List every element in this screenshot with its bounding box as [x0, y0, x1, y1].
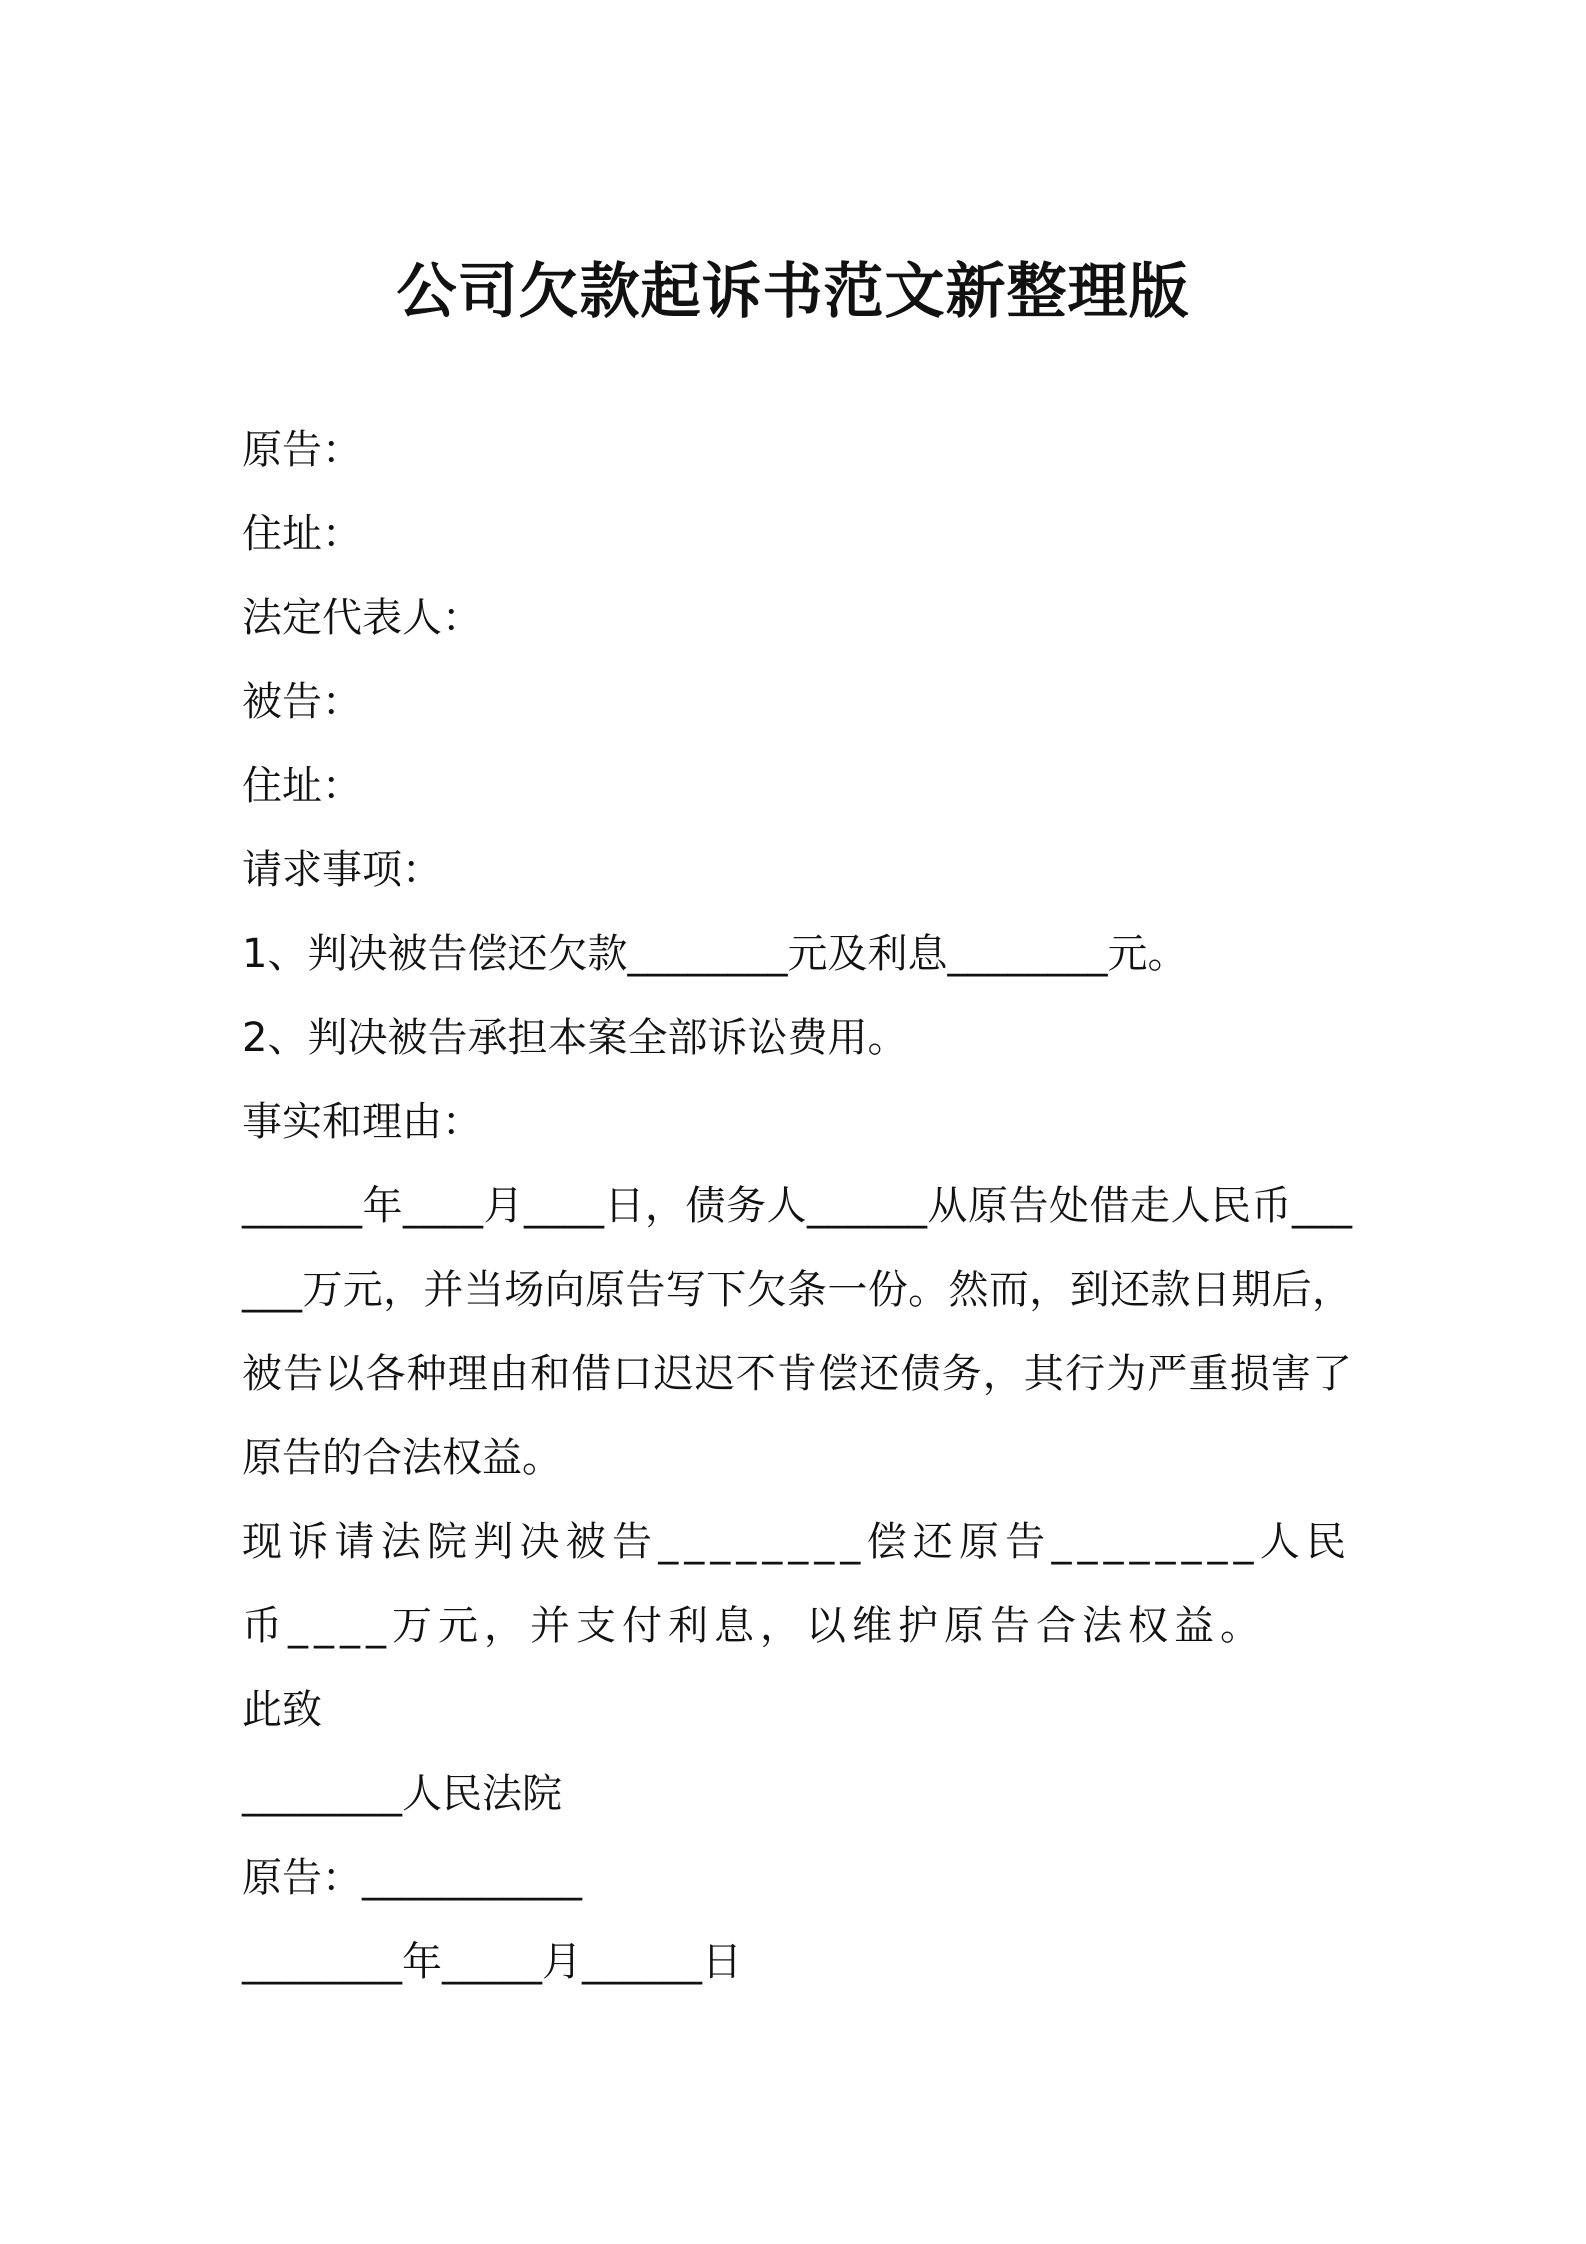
claim-item-1: 1、判决被告偿还欠款________元及利息________元。 [242, 931, 1188, 977]
document-body [242, 408, 1352, 2004]
legal-representative-label: 法定代表人： [242, 595, 482, 641]
plaintiff-address-label: 住址： [242, 511, 362, 557]
salutation: 此致 [242, 1687, 322, 1733]
facts-paragraph: ______年____月____日，债务人______从原告处借走人民币______万元，并当场向原告写下欠条一份。然而，到还款日期后，被告以各种理由和借口迟迟不肯偿还债务，其行为严重损害了原告的合法权益。 [242, 1183, 1352, 1481]
court-name: ________人民法院 [242, 1771, 562, 1817]
defendant-label: 被告： [242, 679, 362, 725]
date-line: ________年_____月______日 [242, 1939, 742, 1985]
plaintiff-label: 原告： [242, 427, 362, 473]
facts-heading: 事实和理由： [242, 1099, 482, 1145]
claims-heading: 请求事项： [242, 847, 442, 893]
claim-item-2: 2、判决被告承担本案全部诉讼费用。 [242, 1015, 908, 1061]
defendant-address-label: 住址： [242, 763, 362, 809]
document-title: 公司欠款起诉书范文新整理版 [396, 257, 1190, 327]
signature-line: 原告：___________ [242, 1855, 582, 1901]
request-paragraph: 现诉请法院判决被告________偿还原告________人民币____万元，并支付利息，以维护原告合法权益。 [242, 1519, 1352, 1649]
